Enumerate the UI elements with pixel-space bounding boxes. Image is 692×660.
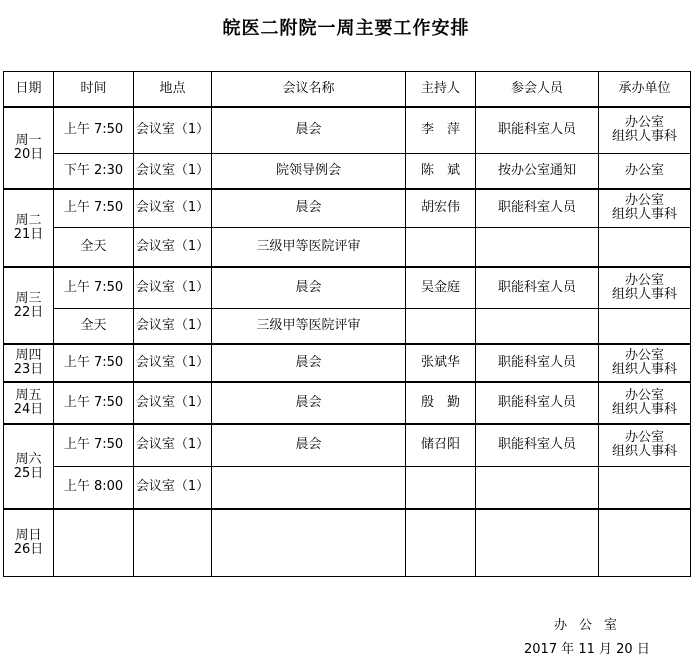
meeting-cell: 晨会 [212, 344, 406, 382]
attendees-cell: 职能科室人员 [476, 424, 599, 466]
header-row [4, 72, 691, 108]
place-cell: 会议室（1） [134, 308, 212, 344]
meeting-cell: 晨会 [212, 107, 406, 153]
header-meeting: 会议名称 [212, 72, 406, 108]
organizer-cell [599, 308, 691, 344]
host-cell [406, 227, 476, 267]
attendees-cell [476, 466, 599, 509]
table-row [4, 466, 691, 509]
schedule-body [4, 107, 691, 576]
header-place: 地点 [134, 72, 212, 108]
place-cell: 会议室（1） [134, 344, 212, 382]
time-cell [54, 509, 134, 576]
place-cell: 会议室（1） [134, 107, 212, 153]
attendees-cell: 职能科室人员 [476, 189, 599, 227]
day-cell: 周三 22日 [4, 267, 54, 344]
table-row [4, 344, 691, 382]
meeting-cell: 晨会 [212, 189, 406, 227]
meeting-cell: 晨会 [212, 424, 406, 466]
organizer-cell: 办公室 [599, 153, 691, 189]
time-cell: 全天 [54, 227, 134, 267]
organizer-cell: 办公室 组织人事科 [599, 189, 691, 227]
page-title: 皖医二附院一周主要工作安排 [222, 18, 470, 39]
table-row [4, 153, 691, 189]
organizer-cell [599, 227, 691, 267]
meeting-cell [212, 466, 406, 509]
footer-department: 办公室 [554, 618, 630, 633]
day-cell: 周日 26日 [4, 509, 54, 576]
table-row [4, 424, 691, 466]
day-cell: 周一 20日 [4, 107, 54, 189]
organizer-cell: 办公室 组织人事科 [599, 344, 691, 382]
time-cell: 上午 7:50 [54, 107, 134, 153]
header-organizer: 承办单位 [599, 72, 691, 108]
host-cell: 吴金庭 [406, 267, 476, 308]
organizer-cell: 办公室 组织人事科 [599, 424, 691, 466]
day-cell: 周二 21日 [4, 189, 54, 267]
place-cell: 会议室（1） [134, 424, 212, 466]
schedule-table [3, 71, 691, 577]
attendees-cell [476, 308, 599, 344]
place-cell [134, 509, 212, 576]
table-row [4, 227, 691, 267]
place-cell: 会议室（1） [134, 267, 212, 308]
place-cell: 会议室（1） [134, 382, 212, 424]
time-cell: 上午 7:50 [54, 267, 134, 308]
day-cell: 周五 24日 [4, 382, 54, 424]
host-cell: 陈 斌 [406, 153, 476, 189]
organizer-cell: 办公室 组织人事科 [599, 267, 691, 308]
attendees-cell: 职能科室人员 [476, 344, 599, 382]
host-cell: 李 萍 [406, 107, 476, 153]
attendees-cell [476, 227, 599, 267]
organizer-cell: 办公室 组织人事科 [599, 382, 691, 424]
attendees-cell: 职能科室人员 [476, 382, 599, 424]
host-cell: 张斌华 [406, 344, 476, 382]
host-cell [406, 308, 476, 344]
attendees-cell: 按办公室通知 [476, 153, 599, 189]
header-attendees: 参会人员 [476, 72, 599, 108]
table-row [4, 509, 691, 576]
time-cell: 上午 7:50 [54, 382, 134, 424]
meeting-cell: 晨会 [212, 382, 406, 424]
time-cell: 上午 7:50 [54, 424, 134, 466]
table-row [4, 382, 691, 424]
table-row [4, 189, 691, 227]
place-cell: 会议室（1） [134, 227, 212, 267]
time-cell: 全天 [54, 308, 134, 344]
time-cell: 上午 8:00 [54, 466, 134, 509]
host-cell: 胡宏伟 [406, 189, 476, 227]
organizer-cell: 办公室 组织人事科 [599, 107, 691, 153]
attendees-cell [476, 509, 599, 576]
host-cell: 储召阳 [406, 424, 476, 466]
attendees-cell: 职能科室人员 [476, 267, 599, 308]
meeting-cell [212, 509, 406, 576]
header-time: 时间 [54, 72, 134, 108]
place-cell: 会议室（1） [134, 466, 212, 509]
time-cell: 上午 7:50 [54, 189, 134, 227]
host-cell [406, 509, 476, 576]
table-row [4, 308, 691, 344]
meeting-cell: 晨会 [212, 267, 406, 308]
footer-date: 2017 年 11 月 20 日 [524, 642, 650, 657]
table-row [4, 267, 691, 308]
header-date: 日期 [4, 72, 54, 108]
day-cell: 周四 23日 [4, 344, 54, 382]
time-cell: 下午 2:30 [54, 153, 134, 189]
table-row [4, 107, 691, 153]
host-cell [406, 466, 476, 509]
host-cell: 殷 勤 [406, 382, 476, 424]
meeting-cell: 三级甲等医院评审 [212, 227, 406, 267]
organizer-cell [599, 466, 691, 509]
time-cell: 上午 7:50 [54, 344, 134, 382]
place-cell: 会议室（1） [134, 153, 212, 189]
meeting-cell: 院领导例会 [212, 153, 406, 189]
day-cell: 周六 25日 [4, 424, 54, 509]
organizer-cell [599, 509, 691, 576]
meeting-cell: 三级甲等医院评审 [212, 308, 406, 344]
attendees-cell: 职能科室人员 [476, 107, 599, 153]
place-cell: 会议室（1） [134, 189, 212, 227]
header-host: 主持人 [406, 72, 476, 108]
